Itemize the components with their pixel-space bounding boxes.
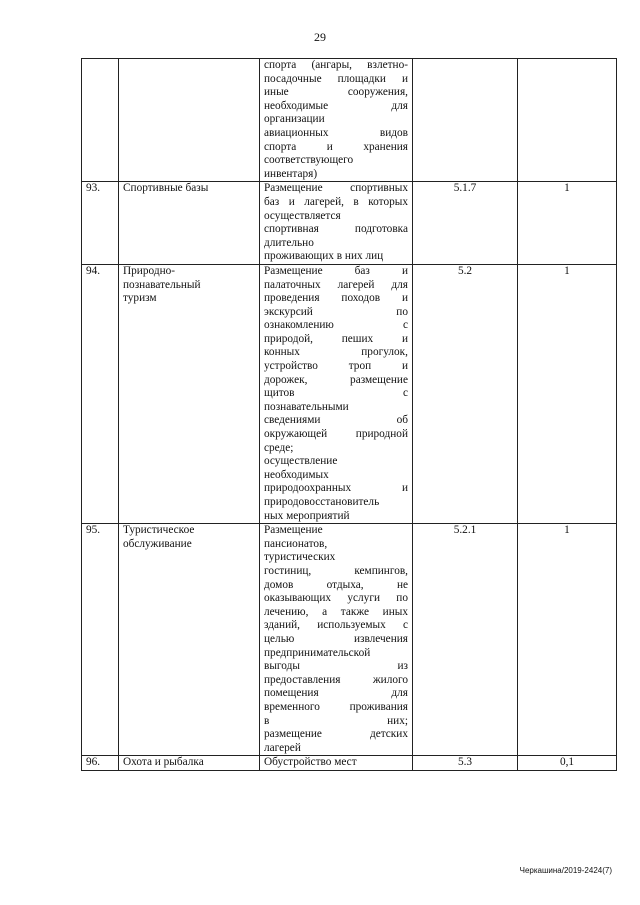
description-line: предоставления жилого	[264, 673, 408, 686]
description-line: гостиниц, кемпингов,	[264, 564, 408, 577]
description-line: баз и лагерей, в которых	[264, 195, 408, 208]
parameter-value: 1	[518, 524, 617, 756]
parameter-value	[518, 59, 617, 182]
description-line: длительно	[264, 236, 314, 249]
parameter-value: 1	[518, 264, 617, 523]
description-line: авиационных видов	[264, 126, 408, 139]
description-line: оказывающих услуги по	[264, 592, 408, 605]
row-number: 95.	[82, 524, 119, 756]
use-type-name: Природно- познавательный туризм	[119, 264, 260, 523]
table-row	[82, 182, 617, 265]
row-number	[82, 59, 119, 182]
use-code: 5.1.7	[413, 182, 518, 265]
description-line: природоохранных и	[264, 482, 408, 495]
description-line: в них;	[264, 714, 408, 727]
description-line: туристических	[264, 551, 336, 564]
description-line: экскурсий по	[264, 305, 408, 318]
description-line: природовосстановитель	[264, 496, 380, 508]
description-line: посадочные площадки и	[264, 72, 408, 85]
description-line: спорта и хранения	[264, 140, 408, 153]
description-line: среде;	[264, 441, 294, 454]
description-line: выгоды из	[264, 660, 408, 673]
use-type-description	[260, 264, 413, 523]
description-line: иные сооружения,	[264, 86, 408, 99]
row-number: 93.	[82, 182, 119, 265]
use-type-name: Спортивные базы	[119, 182, 260, 265]
description-line: необходимые для	[264, 99, 408, 112]
use-code: 5.2	[413, 264, 518, 523]
description-line: осуществляется	[264, 209, 341, 222]
use-type-name	[119, 59, 260, 182]
description-line: палаточных лагерей для	[264, 278, 408, 291]
description-line: природой, пеших и	[264, 332, 408, 345]
use-type-description	[260, 182, 413, 265]
table-row	[82, 264, 617, 523]
table-row	[82, 756, 617, 771]
use-code: 5.2.1	[413, 524, 518, 756]
table-body	[82, 59, 617, 771]
description-line: проживающих в них лиц	[264, 250, 384, 263]
description-line: пансионатов,	[264, 537, 328, 550]
use-type-name: Охота и рыбалка	[119, 756, 260, 771]
description-line: целью извлечения	[264, 632, 408, 645]
table-row	[82, 59, 617, 182]
description-line: осуществление	[264, 455, 338, 468]
description-line: инвентаря)	[264, 167, 318, 180]
description-line: конных прогулок,	[264, 346, 408, 359]
table-row	[82, 524, 617, 756]
use-type-name: Туристическое обслуживание	[119, 524, 260, 756]
description-line: лагерей	[264, 741, 301, 754]
description-line: Размещение баз и	[264, 264, 408, 277]
description-line: Обустройство мест	[264, 756, 357, 769]
description-line: окружающей природной	[264, 428, 408, 441]
row-number: 96.	[82, 756, 119, 771]
description-line: организации	[264, 113, 325, 126]
description-line: щитов с	[264, 387, 408, 400]
description-line: сведениями об	[264, 414, 408, 427]
description-line: Размещение	[264, 524, 323, 537]
description-line: предпринимательской	[264, 646, 371, 659]
land-use-table	[81, 58, 617, 771]
description-line: размещение детских	[264, 728, 408, 741]
page-number: 29	[314, 30, 326, 44]
description-line: временного проживания	[264, 700, 408, 713]
parameter-value: 1	[518, 182, 617, 265]
description-line: ных мероприятий	[264, 509, 350, 522]
description-line: дорожек, размещение	[264, 373, 408, 386]
description-line: Размещение спортивных	[264, 182, 408, 195]
description-line: ознакомлению с	[264, 319, 408, 332]
description-line: домов отдыха, не	[264, 578, 408, 591]
use-type-description	[260, 59, 413, 182]
description-line: лечению, а также иных	[264, 605, 408, 618]
use-type-description	[260, 524, 413, 756]
document-code: Черкашина/2019-2424(7)	[519, 866, 612, 875]
description-line: необходимых	[264, 468, 329, 481]
description-line: зданий, используемых с	[264, 619, 408, 632]
row-number: 94.	[82, 264, 119, 523]
use-code	[413, 59, 518, 182]
description-line: спорта (ангары, взлетно-	[264, 59, 408, 71]
description-line: устройство троп и	[264, 360, 408, 373]
use-code: 5.3	[413, 756, 518, 771]
description-line: познавательными	[264, 400, 349, 413]
description-line: спортивная подготовка	[264, 223, 408, 236]
use-type-description	[260, 756, 413, 771]
parameter-value: 0,1	[518, 756, 617, 771]
description-line: проведения походов и	[264, 292, 408, 305]
description-line: помещения для	[264, 687, 408, 700]
description-line: соответствующего	[264, 154, 354, 167]
